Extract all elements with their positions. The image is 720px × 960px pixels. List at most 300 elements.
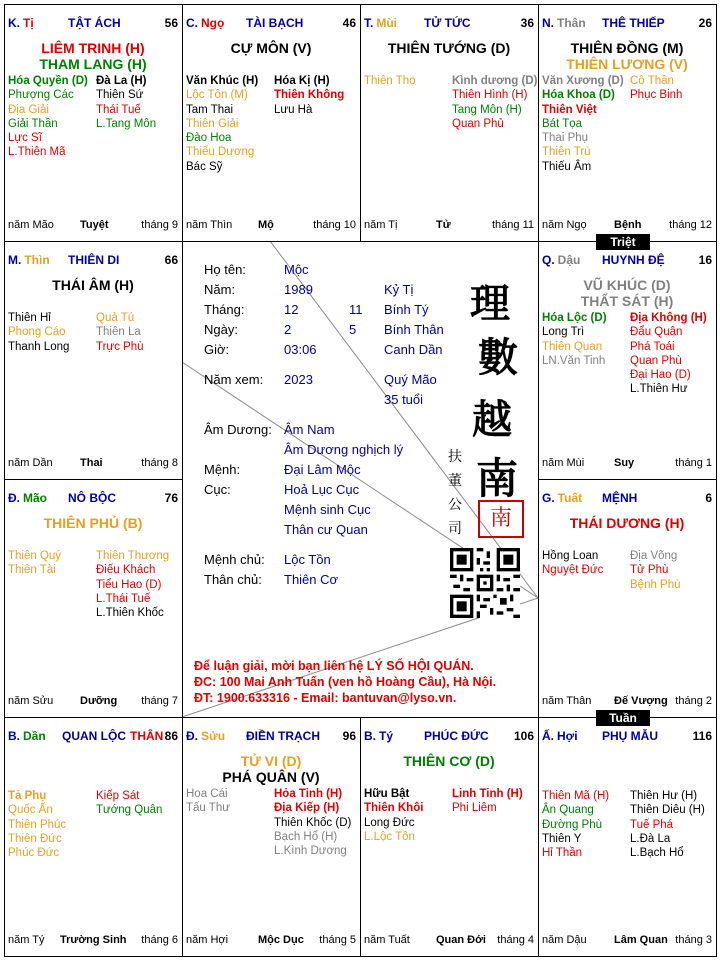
palace-branch-name: Ngọ <box>201 16 225 30</box>
minor-star: Tấu Thư <box>186 802 230 815</box>
minor-star: Hóa Khoa (D) <box>542 89 615 102</box>
dai-han-number: 36 <box>520 16 534 30</box>
minor-star: Hỏa Tinh (H) <box>274 788 343 800</box>
palace-footer <box>8 934 178 948</box>
palace-ti <box>4 4 182 241</box>
palace-hoi <box>538 717 716 956</box>
palace-than <box>538 4 716 241</box>
palace-name: ĐIỀN TRẠCH <box>246 729 320 743</box>
minor-star: Bát Tọa <box>542 117 583 130</box>
minor-star: Hoa Cái <box>186 788 228 800</box>
trang-sinh-stage: Suy <box>614 457 635 469</box>
minor-star: Thái Tuế <box>96 103 141 116</box>
left-star-column <box>186 74 258 174</box>
palace-header <box>364 16 534 32</box>
trang-sinh-stage: Quan Đới <box>436 934 486 946</box>
palace-name: TẬT ÁCH <box>68 16 121 30</box>
frame-bottom <box>4 956 716 957</box>
luu-month: tháng 3 <box>675 934 712 946</box>
palace-ngo <box>182 4 360 241</box>
palace-footer <box>8 457 178 471</box>
minor-star: Tướng Quân <box>96 804 163 817</box>
minor-star: Thiên Khốc (D) <box>274 816 352 829</box>
minor-star: Đào Hoa <box>186 132 232 145</box>
dai-han-number: 16 <box>698 253 712 267</box>
luu-month: tháng 8 <box>141 457 178 469</box>
palace-name: PHỤ MẪU <box>602 729 658 743</box>
minor-star: Lưu Hà <box>274 103 313 116</box>
palace-branch-code: B. <box>364 729 376 743</box>
luu-month: tháng 6 <box>141 934 178 946</box>
minor-star: Trực Phù <box>96 340 144 353</box>
cuc-value: Hoả Lục Cục <box>284 482 360 497</box>
minor-star: Đường Phù <box>542 818 602 831</box>
cuc-note-1: Mệnh sinh Cục <box>284 502 371 517</box>
minor-star: Thiên Thương <box>96 550 170 562</box>
than-chu-label: Thân chủ: <box>204 572 262 587</box>
than-chu-value: Thiên Cơ <box>284 572 339 587</box>
palace-position <box>364 729 393 743</box>
menh-chu-value: Lộc Tồn <box>284 552 331 567</box>
dai-han-number: 76 <box>164 491 178 505</box>
minor-star: Phục Binh <box>630 89 683 102</box>
contact-phone-email[interactable]: ĐT: 1900.633316 - Email: bantuvan@lyso.vn. <box>194 691 457 705</box>
than-marker: THÂN <box>130 729 164 743</box>
palace-header <box>8 729 178 745</box>
palace-position <box>186 16 224 30</box>
palace-header <box>8 253 178 269</box>
gio-value: 03:06 <box>284 342 317 357</box>
luu-nien-year: năm Mùi <box>542 457 585 469</box>
palace-position <box>542 491 582 505</box>
luu-nien-year: năm Ngọ <box>542 219 587 231</box>
cuc-note-2: Thân cư Quan <box>284 522 368 537</box>
minor-star: Kiếp Sát <box>96 790 140 802</box>
trang-sinh-stage: Bệnh <box>614 219 642 231</box>
right-star-column <box>630 311 707 397</box>
grid-h <box>182 241 538 242</box>
minor-star: L.Thiên Hư <box>630 383 688 396</box>
minor-star: L.Thiên Khốc <box>96 607 164 620</box>
trang-sinh-stage: Thai <box>80 457 103 469</box>
minor-star: Tử Phù <box>630 564 669 577</box>
minor-star: Thiên Không <box>274 89 345 102</box>
palace-branch-name: Tị <box>23 16 34 30</box>
palace-branch-name: Thân <box>557 16 586 30</box>
contact-line-1: Để luận giải, mời bạn liên hệ LÝ SỐ HỘI QUÁN. <box>194 659 474 673</box>
minor-star: Quan Phủ <box>452 117 504 130</box>
right-star-column <box>96 789 162 818</box>
right-star-column <box>452 74 537 131</box>
palace-position <box>8 253 50 267</box>
thang-value: 12 <box>284 302 299 317</box>
minor-star: Tả Phụ <box>8 790 47 802</box>
palace-position <box>8 16 34 30</box>
minor-star: Thiên Trù <box>542 146 591 159</box>
menh-chu-label: Mệnh chủ: <box>204 552 265 567</box>
luu-month: tháng 9 <box>141 219 178 231</box>
thang-am: 11 <box>349 302 363 317</box>
palace-name: HUYNH ĐỆ <box>602 253 665 267</box>
palace-branch-name: Dậu <box>557 253 581 267</box>
dai-han-number: 96 <box>342 729 356 743</box>
ho-ten-label: Họ tên: <box>204 262 246 277</box>
palace-position <box>542 16 586 30</box>
logo-small-3: 公 <box>448 497 462 513</box>
luu-nien-year: năm Sửu <box>8 695 54 707</box>
minor-star: Thiên Diêu (H) <box>630 804 705 817</box>
palace-position <box>186 729 225 743</box>
palace-ty <box>360 717 538 956</box>
minor-star: Thiên Quý <box>8 550 62 562</box>
minor-star: Thiên Việt <box>542 103 597 116</box>
trang-sinh-stage: Tuyệt <box>80 219 109 231</box>
luu-nien-year: năm Dậu <box>542 934 587 946</box>
menh-label: Mệnh: <box>204 462 241 477</box>
minor-star: Tiểu Hao (D) <box>96 578 162 591</box>
minor-star: Thiếu Dương <box>186 146 255 159</box>
dai-han-number: 66 <box>164 253 178 267</box>
right-star-column <box>452 787 523 816</box>
minor-star: L.Bạch Hổ <box>630 847 684 860</box>
palace-header <box>8 491 178 507</box>
palace-branch-code: G. <box>542 491 555 505</box>
tuoi: 35 tuổi <box>384 392 424 407</box>
dai-han-number: 56 <box>164 16 178 30</box>
minor-star: Thiên Mã (H) <box>542 790 610 802</box>
center-info <box>204 262 454 592</box>
right-star-column <box>96 549 169 620</box>
logo-char-4: 南 <box>476 454 519 503</box>
right-star-column <box>274 74 344 117</box>
palace-header <box>542 16 712 32</box>
minor-star: Phi Liêm <box>452 802 497 815</box>
minor-star: Thiên Phúc <box>8 818 67 831</box>
minor-star: Quan Phù <box>630 354 682 367</box>
minor-star: Điếu Khách <box>96 564 156 577</box>
ngay-label: Ngày: <box>204 322 238 337</box>
minor-star: Địa Võng <box>630 550 678 562</box>
palace-header <box>186 16 356 32</box>
palace-footer <box>542 457 712 471</box>
nam-xem-label: Năm xem: <box>204 372 264 387</box>
nam-can-chi: Kỷ Tị <box>384 282 414 297</box>
main-star: THIÊN PHỦ (B) <box>43 515 143 531</box>
luu-nien-year: năm Thìn <box>186 219 233 231</box>
dai-han-number: 26 <box>698 16 712 30</box>
left-star-column <box>186 787 230 816</box>
minor-star: Phượng Các <box>8 89 74 102</box>
minor-star: Lộc Tồn (M) <box>186 89 248 102</box>
minor-star: Thiên Giải <box>186 117 239 130</box>
dai-han-number: 116 <box>692 729 712 743</box>
am-duong-note: Âm Dương nghịch lý <box>284 442 404 457</box>
minor-star: Bệnh Phù <box>630 578 681 591</box>
palace-footer <box>364 219 534 233</box>
logo-char-3: 越 <box>472 396 512 443</box>
left-star-column <box>542 549 603 578</box>
main-star: THIÊN LƯƠNG (V) <box>566 56 688 72</box>
minor-star: Thanh Long <box>8 340 70 353</box>
luu-month: tháng 4 <box>497 934 534 946</box>
left-star-column <box>542 789 609 860</box>
minor-star: Quả Tú <box>96 312 135 324</box>
dai-han-number: 46 <box>342 16 356 30</box>
right-star-column <box>96 74 156 131</box>
minor-star: L.Kình Dương <box>274 845 347 858</box>
qr-code[interactable] <box>450 548 520 618</box>
left-star-column <box>8 74 88 160</box>
logo-char-1: 理 <box>470 280 510 327</box>
ngay-value: 2 <box>284 322 292 337</box>
logo-small-2: 董 <box>448 473 462 489</box>
palace-footer <box>8 219 178 233</box>
minor-star: LN.Văn Tinh <box>542 354 606 367</box>
luu-month: tháng 10 <box>313 219 356 231</box>
luu-nien-year: năm Mão <box>8 219 54 231</box>
palace-name: THIÊN DI <box>68 253 120 267</box>
minor-star: Giải Thần <box>8 117 58 130</box>
palace-branch-code: B. <box>8 729 20 743</box>
palace-header <box>364 729 534 745</box>
minor-star: Thiên Hỉ <box>8 312 51 324</box>
palace-branch-name: Tuất <box>557 491 583 505</box>
palace-dau <box>538 241 716 479</box>
minor-star: Thiên La <box>96 326 141 339</box>
thang-label: Tháng: <box>204 302 245 317</box>
luu-month: tháng 12 <box>669 219 712 231</box>
luu-nien-year: năm Dần <box>8 457 53 469</box>
minor-star: Hóa Quyền (D) <box>8 75 88 87</box>
minor-star: Ân Quang <box>542 804 594 817</box>
palace-name: TÀI BẠCH <box>246 16 304 30</box>
palace-position <box>364 16 397 30</box>
ngay-can-chi: Bính Thân <box>384 322 444 337</box>
minor-star: Nguyệt Đức <box>542 564 604 577</box>
main-star: VŨ KHÚC (D) <box>583 277 671 293</box>
palace-branch-name: Thìn <box>24 253 50 267</box>
minor-star: L.Thiên Mã <box>8 146 66 159</box>
palace-branch-code: Ấ. <box>542 729 554 743</box>
am-duong-label: Âm Dương: <box>204 422 272 437</box>
gio-label: Giờ: <box>204 342 230 357</box>
trang-sinh-stage: Tử <box>436 219 451 231</box>
palace-position <box>8 729 46 743</box>
minor-star: Hóa Lộc (D) <box>542 312 607 324</box>
minor-star: Bác Sỹ <box>186 160 223 173</box>
ho-ten-value: Mộc <box>284 262 309 277</box>
minor-star: Tam Thai <box>186 103 234 116</box>
contact-address: ĐC: 100 Mai Anh Tuấn (ven hồ Hoàng Cầu), Hà Nội. <box>194 675 497 689</box>
minor-star: Bạch Hổ (H) <box>274 830 338 843</box>
palace-name: QUAN LỘC <box>62 729 126 743</box>
main-star: THIÊN TƯỚNG (D) <box>387 40 511 56</box>
minor-star: Thiên Tài <box>8 564 56 577</box>
minor-star: Đà La (H) <box>96 75 147 87</box>
minor-star: Long Đức <box>364 816 415 829</box>
palace-branch-name: Mão <box>23 491 47 505</box>
menh-value: Đại Lâm Mộc <box>284 462 361 477</box>
palace-branch-code: Đ. <box>186 729 198 743</box>
luu-nien-year: năm Tuất <box>364 934 410 946</box>
right-star-column <box>630 789 705 860</box>
luu-nien-year: năm Tị <box>364 219 398 231</box>
dai-han-number: 106 <box>513 729 534 743</box>
nam-label: Năm: <box>204 282 236 297</box>
minor-star: L.Tang Môn <box>96 117 157 130</box>
palace-name: PHÚC ĐỨC <box>424 729 489 743</box>
palace-branch-name: Hợi <box>557 729 578 743</box>
minor-star: Địa Không (H) <box>630 312 707 324</box>
luu-nien-year: năm Tý <box>8 934 45 946</box>
left-star-column <box>8 789 66 860</box>
luu-month: tháng 1 <box>675 457 712 469</box>
minor-star: Phá Toái <box>630 340 675 353</box>
minor-star: Thiên Y <box>542 832 582 845</box>
minor-star: Thiên Hư (H) <box>630 790 698 802</box>
palace-tuat <box>538 479 716 717</box>
minor-star: Thiếu Âm <box>542 160 592 173</box>
left-star-column <box>8 311 69 354</box>
palace-header <box>542 491 712 507</box>
minor-star: Văn Khúc (H) <box>186 75 259 87</box>
main-star: THÁI DƯƠNG (H) <box>569 515 685 531</box>
minor-star: Tuế Phá <box>630 818 674 831</box>
trang-sinh-stage: Mộc Dục <box>258 934 304 946</box>
luu-month: tháng 11 <box>491 219 534 231</box>
minor-star: Long Trì <box>542 326 585 339</box>
main-star: LIÊM TRINH (H) <box>41 40 145 56</box>
minor-star: Đại Hao (D) <box>630 369 691 382</box>
main-star: PHÁ QUÂN (V) <box>222 769 320 785</box>
right-star-column <box>274 787 351 858</box>
logo-char-2: 數 <box>478 334 518 381</box>
palace-branch-code: N. <box>542 16 554 30</box>
palace-header <box>186 729 356 745</box>
main-star: THIÊN ĐỒNG (M) <box>570 40 684 56</box>
palace-branch-name: Sửu <box>201 729 226 743</box>
palace-branch-name: Tý <box>379 729 394 743</box>
tuan-tag: Tuần <box>596 710 650 726</box>
luu-month: tháng 7 <box>141 695 178 707</box>
palace-branch-name: Mùi <box>376 16 398 30</box>
minor-star: Thai Phụ <box>542 132 589 145</box>
minor-star: Hữu Bật <box>364 788 410 800</box>
palace-footer <box>8 695 178 709</box>
trang-sinh-stage: Đế Vượng <box>614 695 668 707</box>
minor-star: Địa Kiếp (H) <box>274 802 340 815</box>
palace-footer <box>186 934 356 948</box>
minor-star: Đẩu Quân <box>630 326 683 339</box>
palace-name: NÔ BỘC <box>68 491 116 505</box>
luu-month: tháng 2 <box>675 695 712 707</box>
palace-name: TỬ TỨC <box>424 16 471 30</box>
palace-footer <box>542 695 712 709</box>
minor-star: Thiên Đức <box>8 832 62 845</box>
main-star: THIÊN CƠ (D) <box>403 753 495 769</box>
palace-branch-code: Đ. <box>8 491 20 505</box>
palace-branch-code: T. <box>364 16 374 30</box>
trang-sinh-stage: Mộ <box>258 219 274 231</box>
gio-can-chi: Canh Dần <box>384 342 443 357</box>
minor-star: Thiên Hình (H) <box>452 89 528 102</box>
palace-mui <box>360 4 538 241</box>
palace-thin <box>4 241 182 479</box>
seal-char: 南 <box>489 505 512 530</box>
red-seal <box>478 500 524 538</box>
palace-footer <box>364 934 534 948</box>
palace-branch-code: Q. <box>542 253 555 267</box>
right-star-column <box>630 74 682 103</box>
palace-branch-code: C. <box>186 16 198 30</box>
grid-v <box>182 241 183 717</box>
minor-star: Thiên Khôi <box>364 802 424 815</box>
palace-header <box>8 16 178 32</box>
minor-star: Kình dương (D) <box>452 75 538 87</box>
minor-star: Hỉ Thần <box>542 847 583 860</box>
left-star-column <box>542 74 624 174</box>
trang-sinh-stage: Dưỡng <box>80 695 118 707</box>
left-star-column <box>364 74 416 88</box>
main-star: TỬ VI (D) <box>240 753 302 769</box>
nam-xem-can-chi: Quý Mão <box>384 372 437 387</box>
luu-month: tháng 5 <box>319 934 356 946</box>
palace-branch-code: M. <box>8 253 22 267</box>
minor-star: Phúc Đức <box>8 847 60 860</box>
minor-star: Phong Cáo <box>8 326 66 339</box>
left-star-column <box>364 787 423 844</box>
minor-star: L.Đà La <box>630 832 671 845</box>
palace-dan <box>4 717 182 956</box>
minor-star: Lực Sĩ <box>8 132 42 145</box>
palace-mao <box>4 479 182 717</box>
palace-footer <box>542 934 712 948</box>
minor-star: Quốc Ấn <box>8 804 53 817</box>
palace-position <box>8 491 47 505</box>
right-star-column <box>630 549 681 592</box>
logo-small-1: 扶 <box>448 449 462 465</box>
luu-nien-year: năm Thân <box>542 695 592 707</box>
main-star: CỰ MÔN (V) <box>230 40 312 56</box>
palace-position <box>542 729 578 743</box>
left-star-column <box>8 549 61 578</box>
minor-star: Hóa Kị (H) <box>274 75 330 87</box>
palace-branch-code: K. <box>8 16 20 30</box>
triet-tag: Triệt <box>596 234 650 250</box>
palace-name: MỆNH <box>602 491 638 505</box>
minor-star: Linh Tinh (H) <box>452 788 523 800</box>
palace-footer <box>186 219 356 233</box>
minor-star: Cô Thần <box>630 75 674 87</box>
luu-nien-year: năm Hợi <box>186 934 229 946</box>
dai-han-number: 6 <box>705 491 712 505</box>
contact-block <box>194 658 496 706</box>
trang-sinh-stage: Lâm Quan <box>614 934 668 946</box>
minor-star: Thiên Quan <box>542 340 603 353</box>
logo-small-4: 司 <box>448 521 462 537</box>
palace-header <box>542 729 712 745</box>
dai-han-number: 86 <box>164 729 178 743</box>
minor-star: Văn Xương (D) <box>542 75 624 87</box>
ngay-am: 5 <box>349 322 357 337</box>
am-duong-value: Âm Nam <box>284 422 335 437</box>
minor-star: L.Lộc Tồn <box>364 830 415 843</box>
right-star-column <box>96 311 144 354</box>
nam-value: 1989 <box>284 282 313 297</box>
nam-xem-value: 2023 <box>284 372 313 387</box>
palace-header <box>542 253 712 269</box>
minor-star: Tang Môn (H) <box>452 103 522 116</box>
